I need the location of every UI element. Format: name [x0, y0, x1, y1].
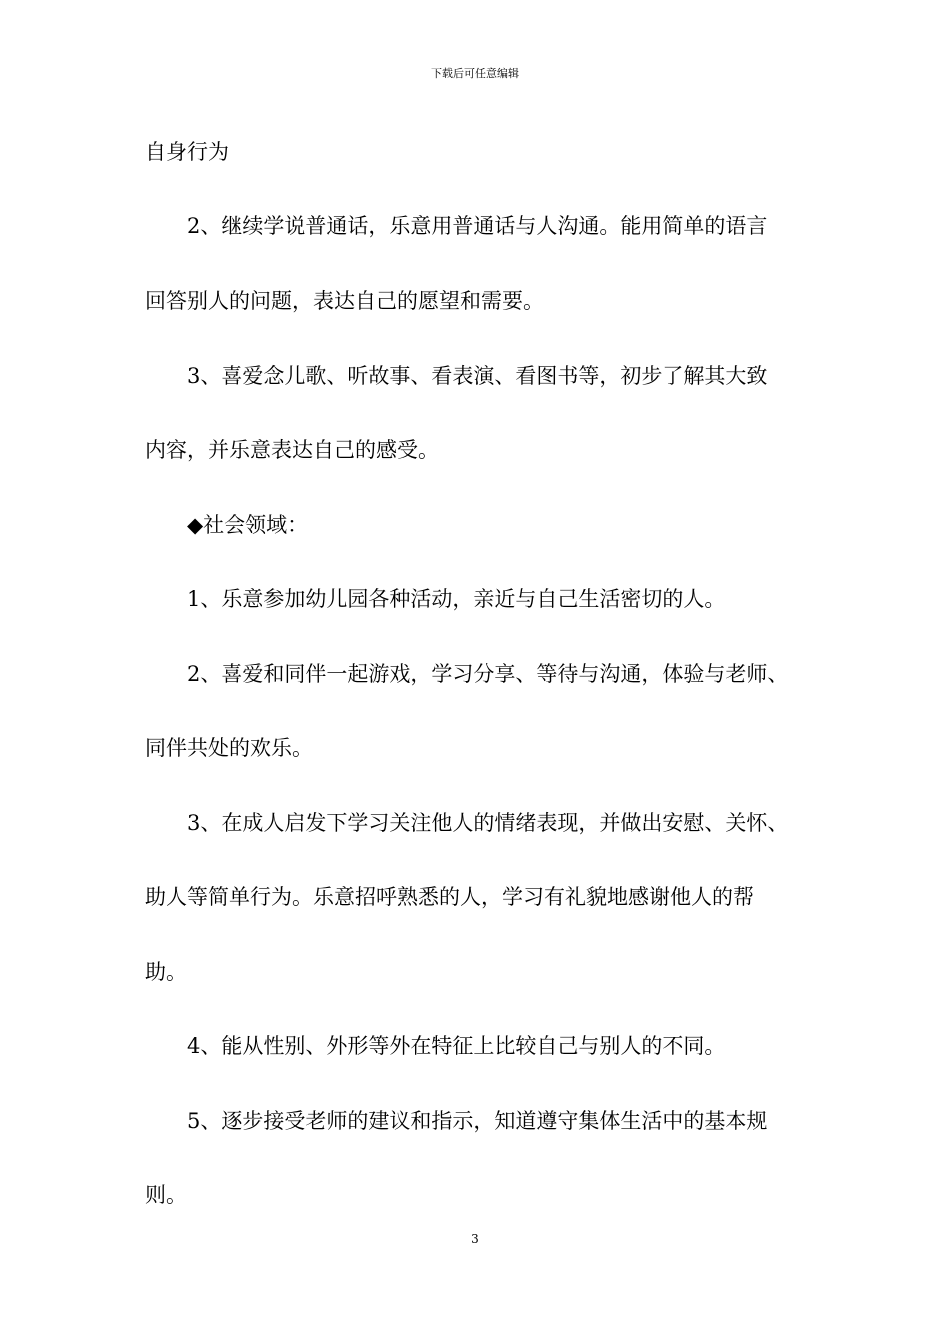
paragraph-line: 则。 [145, 1183, 187, 1207]
paragraph-line: 助。 [145, 960, 187, 984]
paragraph-line: 3、喜爱念儿歌、听故事、看表演、看图书等，初步了解其大致 [187, 364, 768, 388]
paragraph-line: 同伴共处的欢乐。 [145, 736, 313, 760]
page-number: 3 [471, 1232, 479, 1246]
paragraph-line: 回答别人的问题，表达自己的愿望和需要。 [145, 289, 544, 313]
paragraph-line: 3、在成人启发下学习关注他人的情绪表现，并做出安慰、关怀、 [187, 811, 789, 835]
paragraph-line: 自身行为 [145, 140, 229, 164]
paragraph-line: 内容，并乐意表达自己的感受。 [145, 438, 439, 462]
paragraph-line: 1、乐意参加幼儿园各种活动，亲近与自己生活密切的人。 [187, 587, 726, 611]
section-heading: ◆社会领域： [187, 513, 309, 537]
paragraph-line: 4、能从性别、外形等外在特征上比较自己与别人的不同。 [187, 1034, 726, 1058]
paragraph-line: 助人等简单行为。乐意招呼熟悉的人，学习有礼貌地感谢他人的帮 [145, 885, 754, 909]
paragraph-line: 2、继续学说普通话，乐意用普通话与人沟通。能用简单的语言 [187, 214, 768, 238]
paragraph-line: 5、逐步接受老师的建议和指示，知道遵守集体生活中的基本规 [187, 1109, 768, 1133]
paragraph-line: 2、喜爱和同伴一起游戏，学习分享、等待与沟通，体验与老师、 [187, 662, 789, 686]
page-header: 下载后可任意编辑 [431, 67, 519, 80]
